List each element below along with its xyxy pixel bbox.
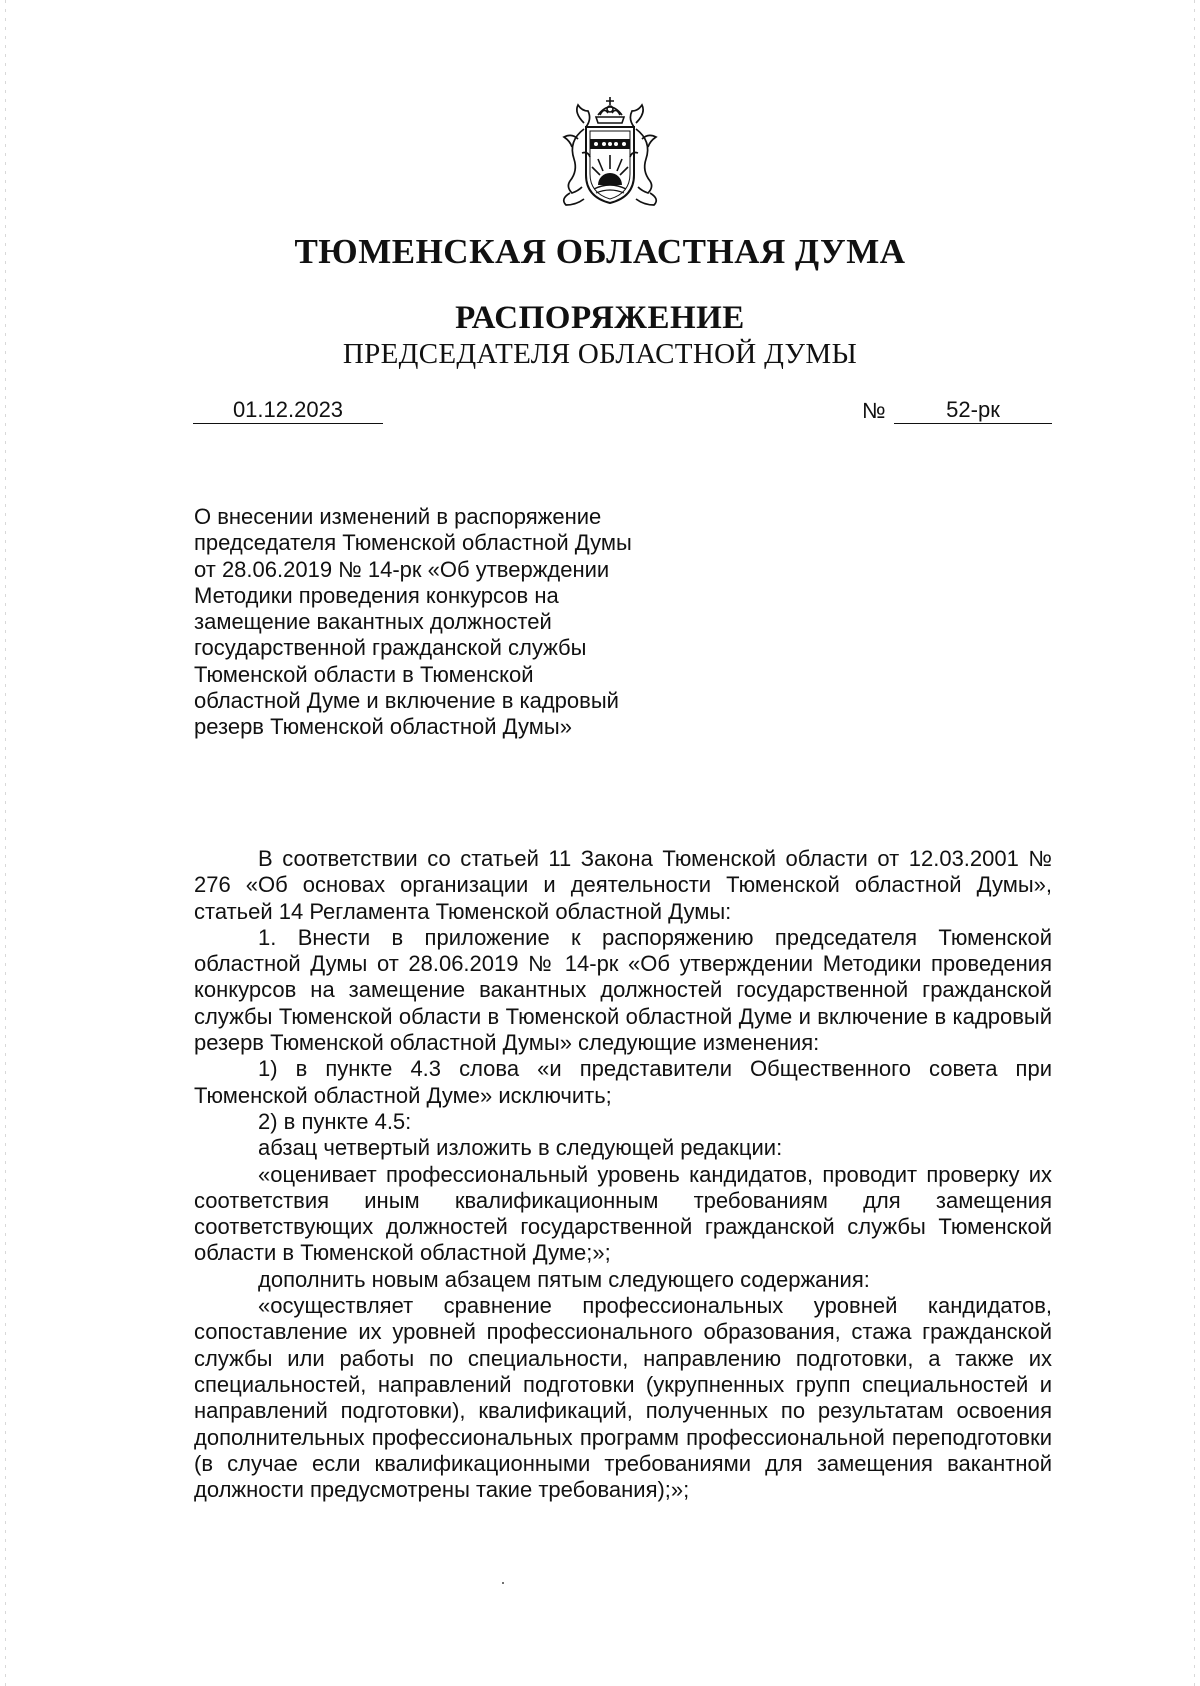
coat-of-arms-icon bbox=[548, 93, 672, 209]
item-1-paragraph: 1. Внести в приложение к распоряжению председателя Тюменской областной Думы от 28.06.2019 № 14-рк «Об утверждении Методики проведения конкурсов на замещение вакантных должностей государственной гражданской службы Тюменской области в Тюменской областной Думе и включение в кадровый резерв Тюменской областной Думы» следующие изменения: bbox=[194, 924, 1052, 1056]
subject-line: О внесении изменений в распоряжение bbox=[194, 504, 602, 529]
subject-line: председателя Тюменской областной Думы bbox=[194, 530, 632, 556]
paragraph-4-text: «оценивает профессиональный уровень кандидатов, проводит проверку их соответствия иным квалификационным требованиям для замещения соответствующих должностей государственной гражданской службы Тюменской области в Тюменской областной Думе;»; bbox=[194, 1161, 1052, 1266]
paragraph-4-intro: абзац четвертый изложить в следующей редакции: bbox=[258, 1135, 783, 1161]
subject-line: Тюменской области в Тюменской bbox=[194, 661, 534, 687]
document-number: 52-рк bbox=[894, 397, 1052, 424]
subject-line: резерв Тюменской областной Думы» bbox=[194, 714, 572, 740]
subject-line: от 28.06.2019 № 14-рк «Об утверждении bbox=[194, 556, 610, 582]
page-dot-mark bbox=[502, 1582, 504, 1584]
subject-line: Методики проведения конкурсов на bbox=[194, 582, 559, 608]
document-body bbox=[194, 846, 1052, 1503]
preamble-paragraph: В соответствии со статьей 11 Закона Тюменской области от 12.03.2001 № 276 «Об основах организации и деятельности Тюменской областной Думы», статьей 14 Регламента Тюменской областной Думы: bbox=[194, 846, 1052, 924]
document-type: РАСПОРЯЖЕНИЕ bbox=[455, 300, 745, 336]
subject-line: областной Думе и включение в кадровый bbox=[194, 688, 619, 714]
paragraph-5-intro: дополнить новым абзацем пятым следующего содержания: bbox=[258, 1266, 870, 1292]
organization-title: ТЮМЕНСКАЯ ОБЛАСТНАЯ ДУМА bbox=[294, 232, 906, 271]
paragraph-5-text: «осуществляет сравнение профессиональных уровней кандидатов, сопоставление их уровней профессионального образования, стажа гражданской службы или работы по специальности, направлению подготовки, а также их специальностей, направлений подготовки (укрупненных групп специальностей и направлений подготовки), квалификаций, полученных по результатам освоения дополнительных профессиональных программ профессиональной переподготовки (в случае если квалификационными требованиями для замещения вакантной должности предусмотрены такие требования);»; bbox=[194, 1293, 1052, 1503]
subject-line: замещение вакантных должностей bbox=[194, 609, 552, 635]
number-label: № bbox=[862, 398, 886, 423]
subitem-2-paragraph: 2) в пункте 4.5: bbox=[258, 1108, 412, 1134]
document-subtype: ПРЕДСЕДАТЕЛЯ ОБЛАСТНОЙ ДУМЫ bbox=[342, 338, 858, 370]
subitem-1-paragraph: 1) в пункте 4.3 слова «и представители Общественного совета при Тюменской областной Думе» исключить; bbox=[194, 1056, 1052, 1108]
subject-line: государственной гражданской службы bbox=[194, 635, 587, 661]
document-date: 01.12.2023 bbox=[193, 397, 383, 424]
document-subject bbox=[194, 504, 674, 741]
